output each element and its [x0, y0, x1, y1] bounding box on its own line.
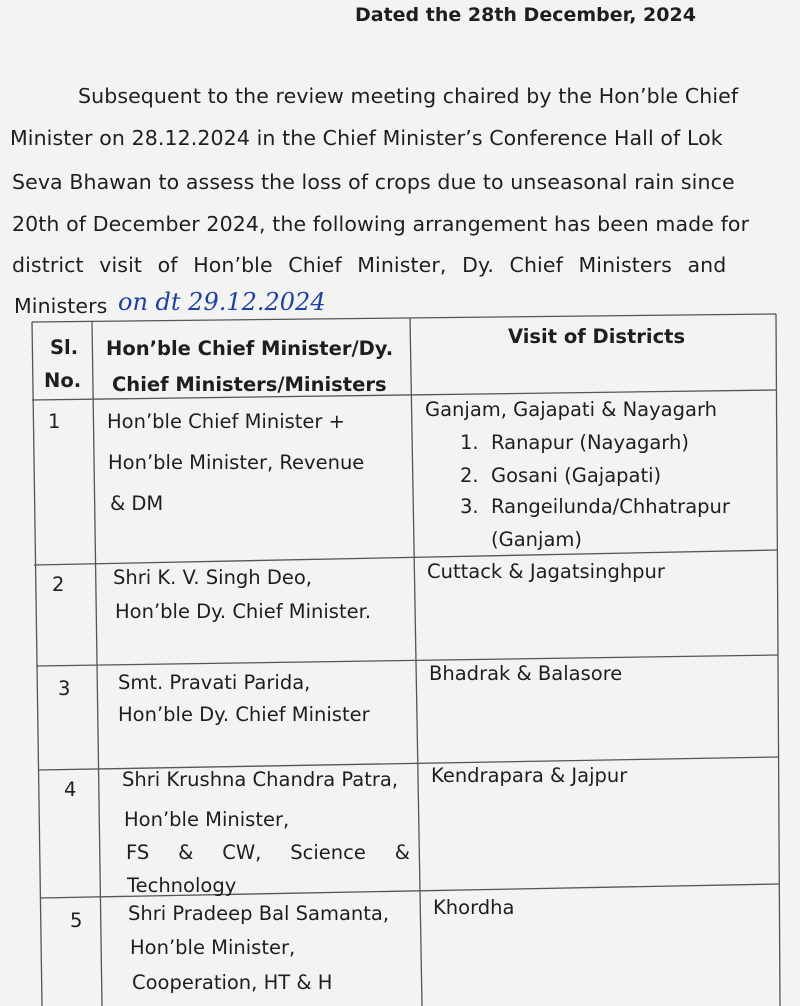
row-2-person-line-2: Hon’ble Dy. Chief Minister. [115, 600, 372, 623]
row-4-word-4: Science [290, 841, 366, 864]
row-4-person-line-2: Hon’ble Minister, [124, 808, 290, 831]
row-4-person-line-1: Shri Krushna Chandra Patra, [122, 768, 399, 791]
row-1-person-line-2: Hon’ble Minister, Revenue [108, 451, 365, 474]
row1-bottom-border [34, 550, 778, 565]
sl-header-1: Sl. [50, 336, 79, 359]
row-1-sl: 1 [48, 410, 61, 433]
intro-line-2: Minister on 28.12.2024 in the Chief Minister’s Conference Hall of Lok [10, 126, 723, 150]
row-1-person-line-1: Hon’ble Chief Minister + [107, 410, 345, 433]
intro-line-1: Subsequent to the review meeting chaired by the Hon’ble Chief [78, 84, 739, 108]
row-5-districts: Khordha [433, 896, 515, 919]
row-3-districts: Bhadrak & Balasore [429, 662, 623, 685]
row-5-person-line-2: Hon’ble Minister, [130, 936, 296, 959]
row-4-districts: Kendrapara & Jajpur [431, 764, 628, 787]
table-top-border [32, 314, 776, 322]
row-1-place-3-num: 3. [460, 495, 479, 518]
row-3-person-line-2: Hon’ble Dy. Chief Minister [118, 703, 370, 726]
row-1-place-1-num: 1. [460, 431, 479, 454]
row-1-person-line-3: & DM [110, 492, 164, 515]
row-1-place-2-name: Gosani (Gajapati) [491, 464, 662, 487]
col2-divider [410, 318, 422, 1006]
sl-header-2: No. [44, 369, 82, 392]
row-4-person-line-3 [126, 843, 410, 863]
row-5-person-line-1: Shri Pradeep Bal Samanta, [128, 902, 390, 925]
date-line: Dated the 28th December, 2024 [355, 4, 696, 26]
row-4-person-line-4: Technology [127, 874, 237, 897]
person-header-2: Chief Ministers/Ministers [112, 373, 387, 396]
row-5-sl: 5 [70, 909, 83, 932]
row-2-districts: Cuttack & Jagatsinghpur [427, 560, 665, 583]
row-2-person-line-1: Shri K. V. Singh Deo, [113, 566, 313, 589]
row-3-sl: 3 [58, 677, 71, 700]
row-4-word-1: FS [126, 841, 150, 864]
handwritten-date-note: on dt 29.12.2024 [118, 288, 326, 316]
person-header-1: Hon’ble Chief Minister/Dy. [106, 337, 394, 360]
row-2-sl: 2 [52, 573, 65, 596]
row-1-place-1-name: Ranapur (Nayagarh) [491, 431, 689, 454]
row-1-place-2-num: 2. [460, 464, 479, 487]
intro-line-6: Ministers [14, 294, 108, 318]
districts-header: Visit of Districts [508, 325, 686, 348]
table-right-border [776, 314, 780, 1006]
row-4-word-3: CW, [222, 841, 262, 864]
row-4-word-2: & [178, 841, 194, 864]
row-1-districts: Ganjam, Gajapati & Nayagarh [425, 398, 717, 421]
table-left-border [32, 322, 42, 1006]
intro-line-3: Seva Bhawan to assess the loss of crops due to unseasonal rain since [12, 170, 735, 194]
intro-line-4: 20th of December 2024, the following arrangement has been made for [12, 212, 750, 236]
row-4-word-5: & [394, 841, 410, 864]
row-1-place-3-cont: (Ganjam) [491, 528, 582, 551]
row-3-person-line-1: Smt. Pravati Parida, [118, 671, 311, 694]
row-1-place-3-name: Rangeilunda/Chhatrapur [491, 495, 730, 518]
row-4-sl: 4 [64, 778, 77, 801]
row2-bottom-border [36, 655, 778, 666]
row-5-person-line-3: Cooperation, HT & H [132, 971, 333, 994]
col1-divider [92, 321, 102, 1006]
intro-line-5-span: district visit of Hon’ble Chief Minister, Dy. Chief Ministers and [12, 253, 727, 277]
